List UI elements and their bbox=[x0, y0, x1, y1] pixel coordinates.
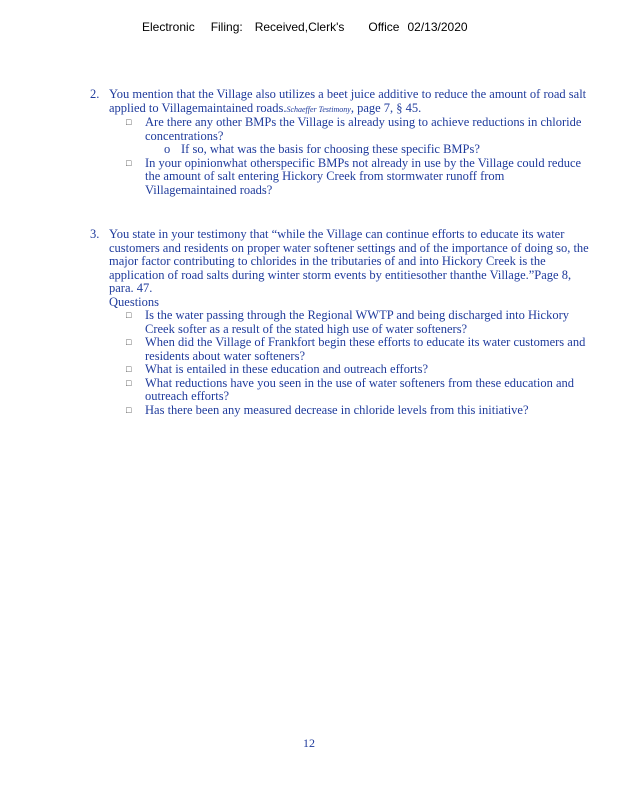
sub-bullet-icon: o bbox=[164, 142, 171, 156]
bullet-item: □ Has there been any measured decrease in chloride levels from this initiative? bbox=[126, 402, 529, 417]
question-item-3 bbox=[90, 228, 590, 417]
bullet-icon: □ bbox=[126, 377, 132, 388]
bullet-item: □ Are there any other BMPs the Village is already using to achieve reductions in chloride concentrations? bbox=[126, 115, 582, 143]
header-received: Received,Clerk's bbox=[254, 20, 345, 34]
bullet-item: □ What reductions have you seen in the use of water softeners from these education and outreach efforts? bbox=[126, 375, 575, 403]
bullet-icon: □ bbox=[126, 310, 132, 320]
page-number: 12 bbox=[303, 736, 315, 750]
bullet-icon: □ bbox=[126, 117, 132, 127]
bullet-icon: □ bbox=[126, 337, 132, 347]
citation: Schaeffer Testimony bbox=[286, 104, 351, 114]
item-number: 2. bbox=[90, 87, 100, 101]
bullet-item: □ Is the water passing through the Regional WWTP and being discharged into Hickory Creek softer as a result of the stated high use of water softeners? bbox=[126, 308, 569, 336]
bullet-icon: □ bbox=[126, 157, 132, 168]
questions-label: Questions bbox=[109, 294, 159, 309]
bullet-icon: □ bbox=[126, 364, 132, 374]
bullet-item: □ When did the Village of Frankfort begin these efforts to educate its water customers and residents about water softeners? bbox=[126, 335, 586, 363]
bullet-item: □ In your opinionwhat otherspecific BMPs not already in use by the Village could reduce the amount of salt entering Hickory Creek from stormwater runoff from Villagemaintained roads? bbox=[126, 155, 582, 197]
item-number: 3. bbox=[90, 227, 100, 241]
filing-header bbox=[142, 20, 468, 34]
header-electronic: Electronic bbox=[142, 20, 195, 34]
header-office: Office bbox=[368, 20, 400, 34]
sub-bullet-item: o If so, what was the basis for choosing these specific BMPs? bbox=[164, 142, 480, 156]
header-date: 02/13/2020 bbox=[407, 20, 468, 34]
item-text: You mention that the Village also utilizes a beet juice additive to reduce the amount of road salt applied to Villagemaintained roads.Schaeffer Testimony, page 7, § 45. bbox=[109, 87, 587, 115]
item-text: You state in your testimony that “while the Village can continue efforts to educate its water customers and residents on proper water softener settings and of the importance of doing so, the major factor contributing to chlorides in the tributaries of and into Hickory Creek is the application of road salts during winter storm events by entitiesother thanthe Village.”Page 8, para. 47. bbox=[109, 227, 589, 295]
header-filing: Filing: bbox=[210, 20, 243, 34]
bullet-icon: □ bbox=[126, 404, 132, 415]
question-item-2 bbox=[90, 88, 590, 197]
bullet-item: □ What is entailed in these education and outreach efforts? bbox=[126, 362, 428, 376]
